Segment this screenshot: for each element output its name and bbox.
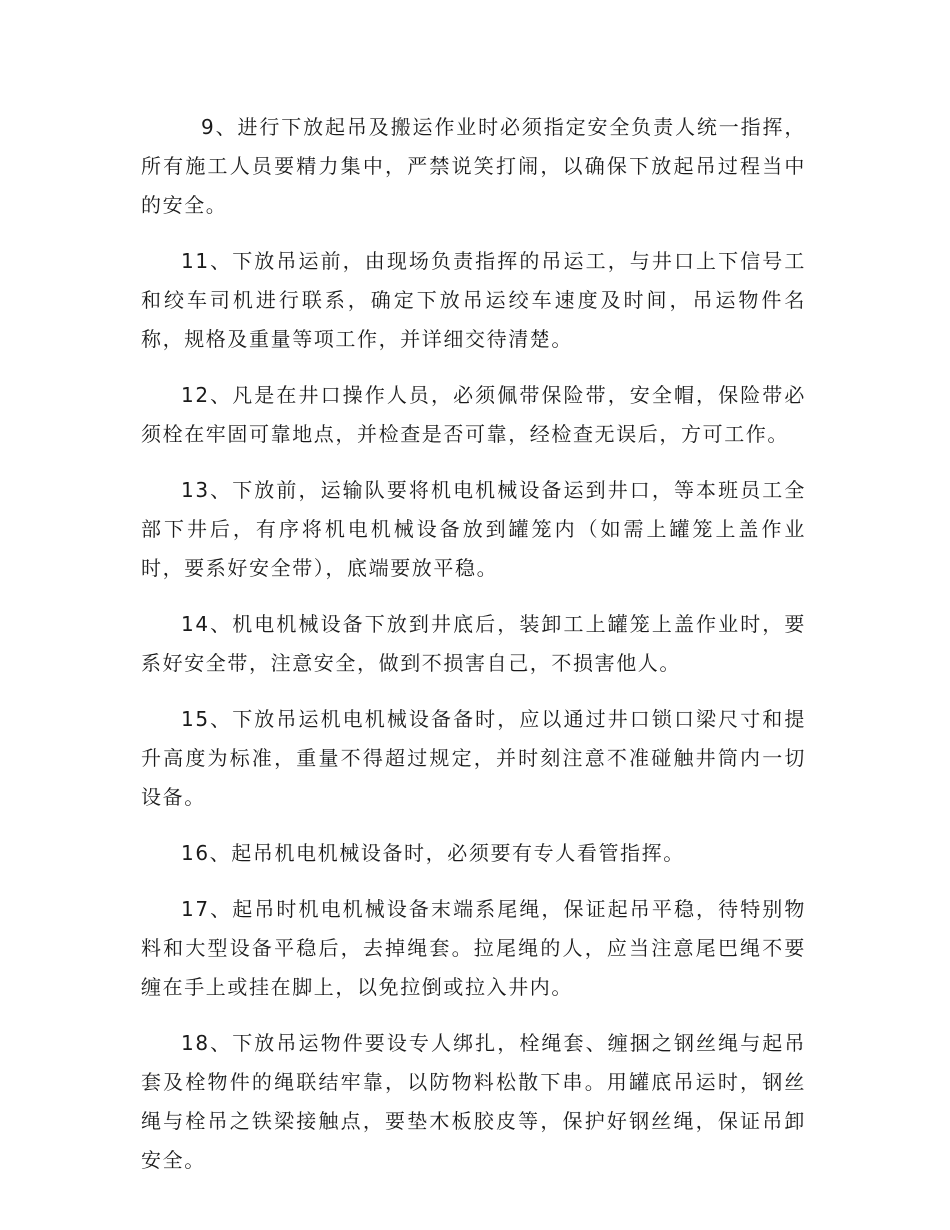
paragraph-item-12: 12、凡是在井口操作人员，必须佩带保险带，安全帽，保险带必须栓在牢固可靠地点，并检查是否可靠，经检查无误后，方可工作。 <box>141 383 806 446</box>
paragraph-item-11: 11、下放吊运前，由现场负责指挥的吊运工，与井口上下信号工和绞车司机进行联系，确定下放吊运绞车速度及时间，吊运物件名称，规格及重量等项工作，并详细交待清楚。 <box>141 249 806 351</box>
paragraph-item-14: 14、机电机械设备下放到井底后，装卸工上罐笼上盖作业时，要系好安全带，注意安全，做到不损害自己，不损害他人。 <box>141 612 806 675</box>
paragraph-item-9: 9、进行下放起吊及搬运作业时必须指定安全负责人统一指挥，所有施工人员要精力集中，严禁说笑打闹，以确保下放起吊过程当中的安全。 <box>141 115 806 217</box>
paragraph-item-13: 13、下放前，运输队要将机电机械设备运到井口，等本班员工全部下井后，有序将机电机械设备放到罐笼内（如需上罐笼上盖作业时，要系好安全带），底端要放平稳。 <box>141 478 806 580</box>
paragraph-item-16: 16、起吊机电机械设备时，必须要有专人看管指挥。 <box>181 841 685 865</box>
paragraph-item-18: 18、下放吊运物件要设专人绑扎，栓绳套、缠捆之钢丝绳与起吊套及栓物件的绳联结牢靠，以防物料松散下串。用罐底吊运时，钢丝绳与栓吊之铁梁接触点，要垫木板胶皮等，保护好钢丝绳，保证吊卸安全。 <box>141 1031 806 1172</box>
paragraph-item-15: 15、下放吊运机电机械设备备时，应以通过井口锁口梁尺寸和提升高度为标准，重量不得超过规定，并时刻注意不准碰触井筒内一切设备。 <box>141 707 806 809</box>
paragraph-item-17: 17、起吊时机电机械设备末端系尾绳，保证起吊平稳，待特别物料和大型设备平稳后，去掉绳套。拉尾绳的人，应当注意尾巴绳不要缠在手上或挂在脚上，以免拉倒或拉入井内。 <box>141 897 806 999</box>
document-body <box>141 108 806 1197</box>
